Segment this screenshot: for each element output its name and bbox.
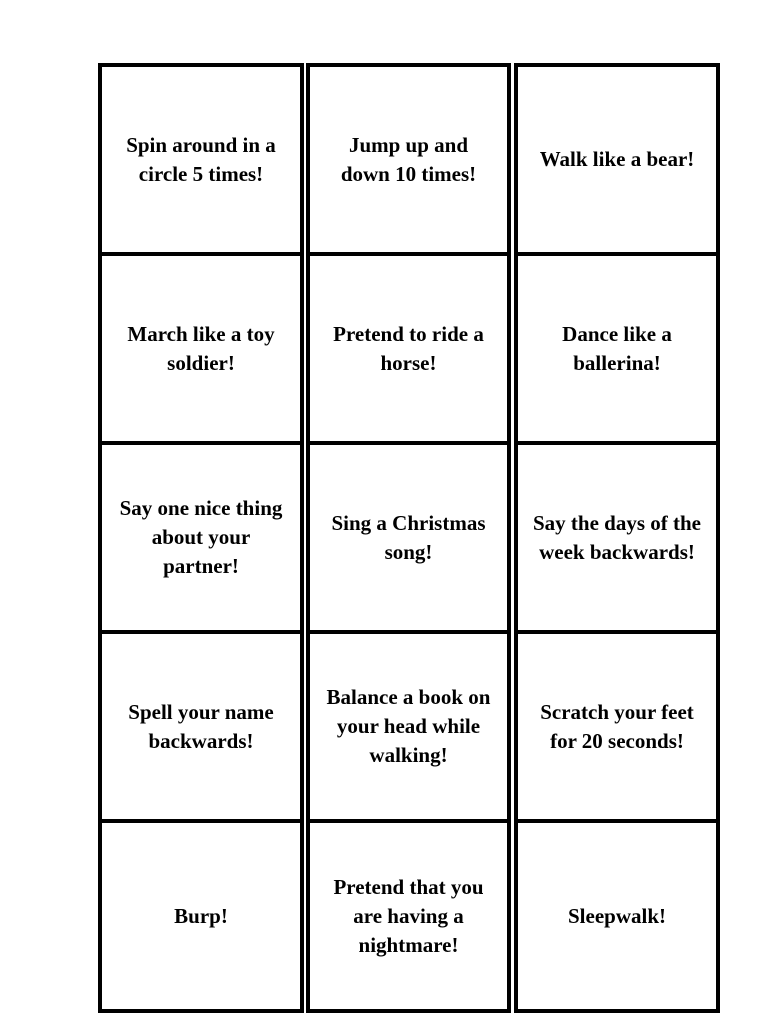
card-text: Balance a book on your head while walking!: [326, 685, 491, 767]
card-text: Spin around in a circle 5 times!: [126, 132, 276, 186]
card-text: Dance like a ballerina!: [562, 321, 672, 375]
card-sing-christmas-song: [306, 441, 511, 634]
card-days-backwards: [514, 441, 720, 634]
card-text: Burp!: [174, 903, 228, 928]
card-text: Pretend to ride a horse!: [333, 321, 484, 375]
card-march-toy-soldier: [98, 252, 304, 445]
card-text: Jump up and down 10 times!: [340, 132, 477, 186]
card-spin-around: [98, 63, 304, 256]
card-text: Pretend that you are having a nightmare!: [333, 874, 484, 957]
card-text: Sing a Christmas song!: [331, 510, 486, 564]
card-text: Scratch your feet for 20 seconds!: [540, 699, 694, 753]
card-sleepwalk: [514, 819, 720, 1013]
card-text: Sleepwalk!: [567, 903, 666, 928]
card-balance-book: [306, 630, 511, 823]
card-text: Spell your name backwards!: [128, 699, 274, 753]
card-text: Say one nice thing about your partner!: [119, 496, 283, 578]
card-burp: [98, 819, 304, 1013]
card-dance-ballerina: [514, 252, 720, 445]
card-jump-up-down: [306, 63, 511, 256]
card-spell-name-backwards: [98, 630, 304, 823]
card-text: March like a toy soldier!: [127, 321, 275, 375]
card-pretend-nightmare: [306, 819, 511, 1013]
activity-card-grid: [98, 63, 720, 1013]
card-text: Walk like a bear!: [539, 147, 695, 171]
card-text: Say the days of the week backwards!: [532, 510, 701, 564]
card-scratch-feet: [514, 630, 720, 823]
card-say-nice-thing: [98, 441, 304, 634]
card-walk-like-bear: [514, 63, 720, 256]
card-ride-horse: [306, 252, 511, 445]
